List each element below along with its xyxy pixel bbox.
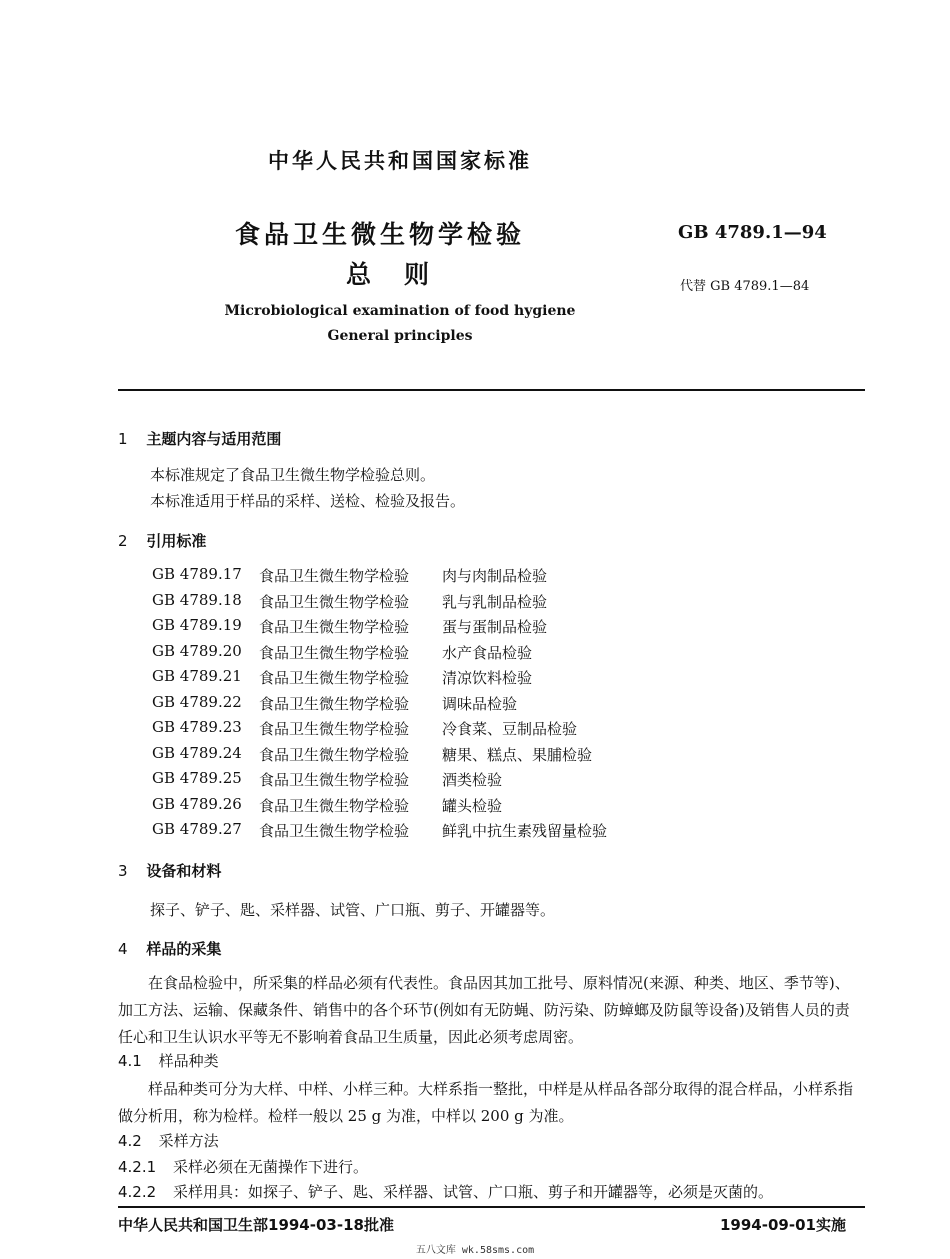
section-number: 2 <box>118 532 128 550</box>
reference-code: GB 4789.26 <box>152 794 242 813</box>
reference-item: 鲜乳中抗生素残留量检验 <box>442 822 608 840</box>
section-title: 设备和材料 <box>146 862 222 880</box>
section-number: 4 <box>118 940 128 958</box>
reference-name: 食品卫生微生物学检验 <box>259 720 410 738</box>
subsection-title: 采样方法 <box>158 1132 219 1150</box>
section-4-paragraph: 在食品检验中，所采集的样品必须有代表性。食品因其加工批号、原料情况(来源、种类、地区、季节等)、加工方法、运输、保藏条件、销售中的各个环节(例如有无防蝇、防污染、防蟑螂及防鼠等设备)及销售人员的责任心和卫生认识水平等无不影响着食品卫生质量，因此必须考虑周密。 <box>118 974 850 1046</box>
effective-date: 1994-09-01实施 <box>720 1216 846 1234</box>
reference-code: GB 4789.27 <box>152 820 242 838</box>
reference-item: 糖果、糕点、果脯检验 <box>442 745 593 764</box>
section-1-line-1: 本标准规定了食品卫生微生物学检验总则。 <box>150 466 436 484</box>
clause-number: 4.2.1 <box>118 1158 157 1176</box>
reference-item: 乳与乳制品检验 <box>442 592 548 611</box>
reference-code: GB 4789.25 <box>152 769 242 787</box>
subsection-4-1-paragraph: 样品种类可分为大样、中样、小样三种。大样系指一整批，中样是从样品各部分取得的混合样品，小样系指做分析用，称为检样。检样一般以 25 g 为准，中样以 200 g 为准。 <box>118 1080 854 1125</box>
reference-item: 酒类检验 <box>442 771 503 789</box>
reference-name: 食品卫生微生物学检验 <box>259 745 410 764</box>
reference-item: 冷食菜、豆制品检验 <box>442 720 578 738</box>
reference-item: 清凉饮料检验 <box>442 669 533 687</box>
reference-item: 调味品检验 <box>442 694 518 713</box>
english-title: Microbiological examination of food hygiene <box>224 303 576 319</box>
clause-number: 4.2.2 <box>118 1183 157 1201</box>
reference-item: 水产食品检验 <box>442 643 533 662</box>
watermark: 五八文库 wk.58sms.com <box>415 1245 535 1256</box>
reference-item: 蛋与蛋制品检验 <box>442 618 548 636</box>
reference-code: GB 4789.23 <box>152 718 242 736</box>
reference-name: 食品卫生微生物学检验 <box>259 771 410 789</box>
approval-line: 中华人民共和国卫生部1994-03-18批准 <box>118 1216 394 1234</box>
section-title: 引用标准 <box>146 532 207 550</box>
footer-divider <box>118 1206 865 1208</box>
reference-item: 肉与肉制品检验 <box>442 567 548 585</box>
english-subtitle: General principles <box>327 328 473 344</box>
reference-code: GB 4789.20 <box>152 641 242 660</box>
reference-code: GB 4789.18 <box>152 590 242 609</box>
section-2-heading <box>118 530 206 551</box>
reference-code: GB 4789.17 <box>152 565 242 583</box>
clause-text: 采样用具：如探子、铲子、匙、采样器、试管、广口瓶、剪子和开罐器等，必须是灭菌的。 <box>172 1183 773 1201</box>
subsection-4-1-heading <box>118 1050 219 1071</box>
section-1-heading <box>118 428 281 449</box>
subsection-number: 4.1 <box>118 1052 142 1070</box>
reference-name: 食品卫生微生物学检验 <box>259 567 410 585</box>
section-1-line-2: 本标准适用于样品的采样、送检、检验及报告。 <box>150 492 466 510</box>
document-subtitle: 总 则 <box>346 260 434 289</box>
equipment-list: 探子、铲子、匙、采样器、试管、广口瓶、剪子、开罐器等。 <box>150 901 556 919</box>
replaces-standard: 代替 GB 4789.1—84 <box>680 279 810 294</box>
subsection-title: 样品种类 <box>158 1052 219 1070</box>
header-divider <box>118 389 865 391</box>
reference-code: GB 4789.24 <box>152 743 242 762</box>
subsection-number: 4.2 <box>118 1132 142 1150</box>
clause-4-2-2 <box>118 1181 773 1202</box>
section-number: 3 <box>118 862 128 880</box>
reference-name: 食品卫生微生物学检验 <box>259 618 410 636</box>
reference-code: GB 4789.22 <box>152 692 242 711</box>
section-number: 1 <box>118 430 128 448</box>
reference-name: 食品卫生微生物学检验 <box>259 796 410 815</box>
reference-code: GB 4789.21 <box>152 667 242 685</box>
section-title: 样品的采集 <box>146 940 222 958</box>
clause-text: 采样必须在无菌操作下进行。 <box>172 1158 368 1176</box>
section-title: 主题内容与适用范围 <box>146 430 282 448</box>
reference-name: 食品卫生微生物学检验 <box>259 694 410 713</box>
section-3-heading <box>118 860 221 881</box>
country-standard-heading: 中华人民共和国国家标准 <box>268 149 532 173</box>
reference-item: 罐头检验 <box>442 796 503 815</box>
reference-name: 食品卫生微生物学检验 <box>259 643 410 662</box>
subsection-4-2-heading <box>118 1130 219 1151</box>
reference-code: GB 4789.19 <box>152 616 242 634</box>
clause-4-2-1 <box>118 1156 368 1177</box>
document-title: 食品卫生微生物学检验 <box>235 220 526 249</box>
standard-number: GB 4789.1—94 <box>678 222 827 243</box>
section-4-heading <box>118 938 221 959</box>
reference-name: 食品卫生微生物学检验 <box>259 669 410 687</box>
reference-name: 食品卫生微生物学检验 <box>259 592 410 611</box>
reference-name: 食品卫生微生物学检验 <box>259 822 410 840</box>
